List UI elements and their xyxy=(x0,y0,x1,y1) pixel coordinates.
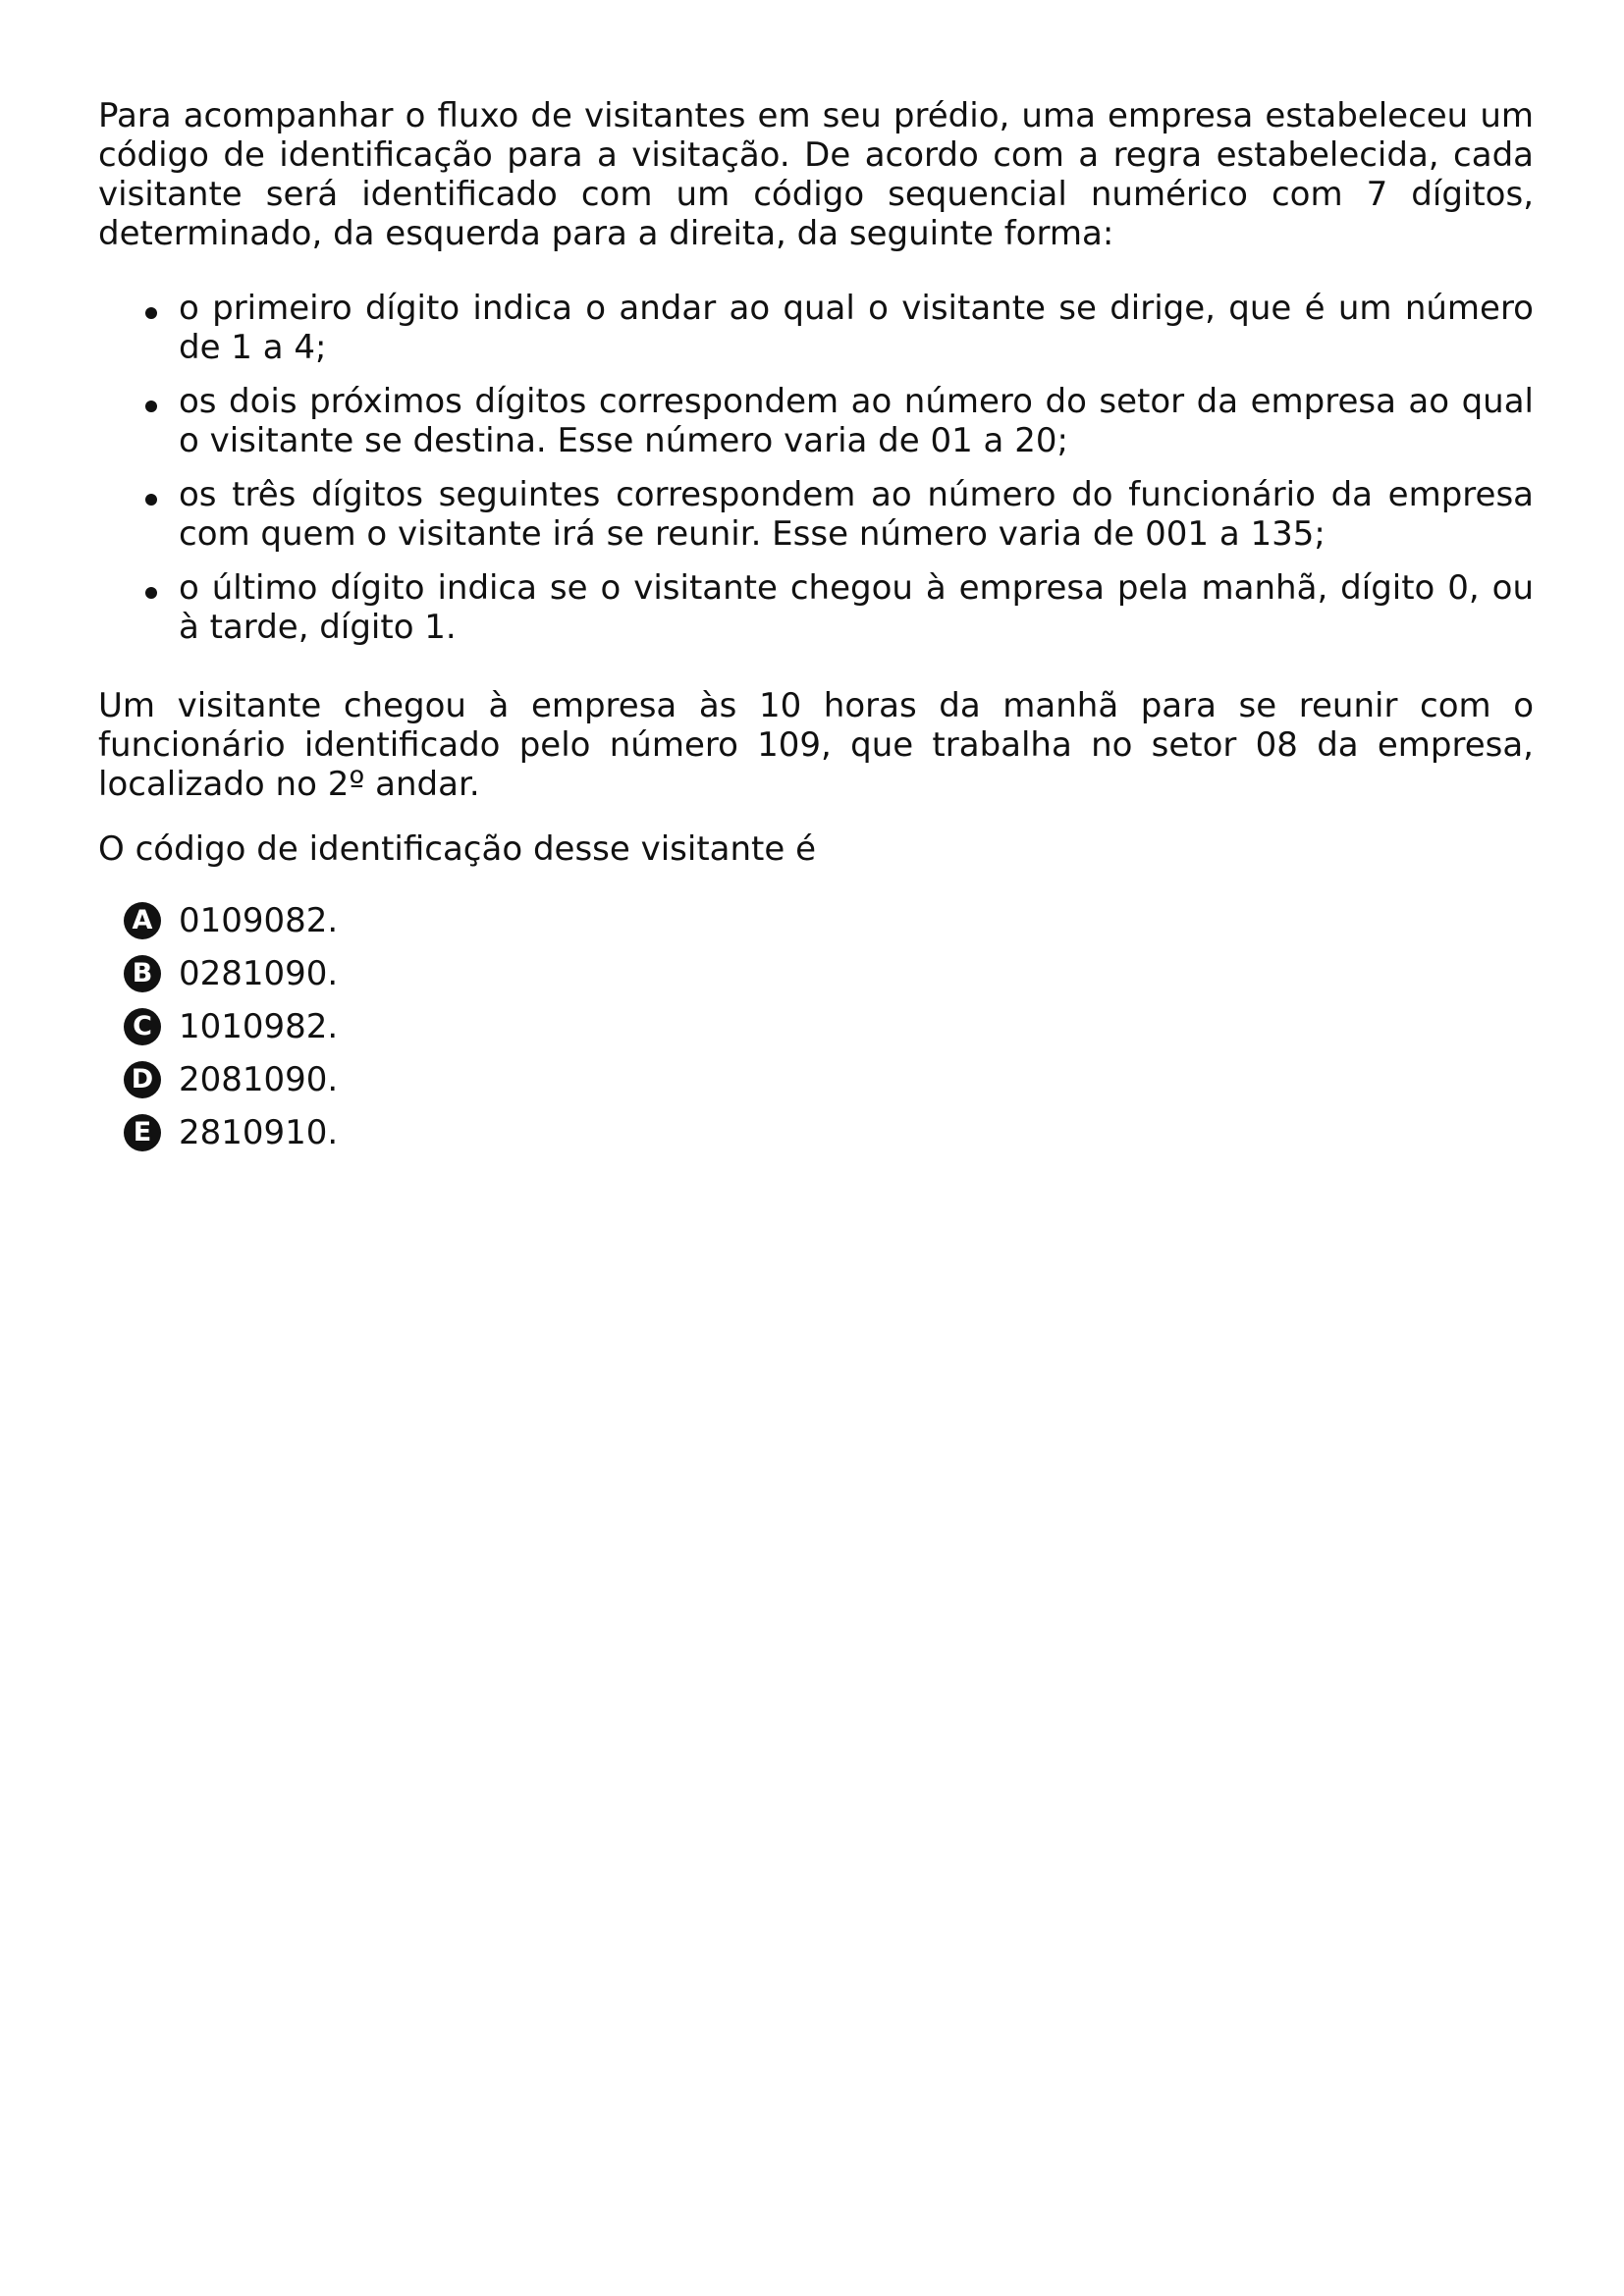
option-letter-badge: E xyxy=(124,1114,161,1151)
option-c[interactable] xyxy=(98,1007,1534,1046)
rule-text: os três dígitos seguintes correspondem ao número do funcionário da empresa com quem o visitante irá se reunir. Esse número varia de 001 a 135; xyxy=(179,475,1534,554)
option-text: 2081090. xyxy=(179,1060,339,1099)
option-text: 0109082. xyxy=(179,901,339,940)
option-d[interactable] xyxy=(98,1060,1534,1099)
bullet-icon xyxy=(145,587,157,599)
option-letter-badge: C xyxy=(124,1008,161,1045)
question-prompt: O código de identificação desse visitante é xyxy=(98,829,817,869)
option-text: 2810910. xyxy=(179,1113,339,1152)
question-page xyxy=(98,96,1534,1166)
rule-item xyxy=(98,382,1534,460)
rule-text: o último dígito indica se o visitante chegou à empresa pela manhã, dígito 0, ou à tarde, dígito 1. xyxy=(179,568,1534,647)
option-text: 1010982. xyxy=(179,1007,339,1046)
rule-item xyxy=(98,568,1534,647)
answer-options xyxy=(98,901,1534,1152)
option-letter-badge: A xyxy=(124,902,161,939)
option-letter-badge: D xyxy=(124,1061,161,1098)
rule-text: os dois próximos dígitos correspondem ao número do setor da empresa ao qual o visitante se destina. Esse número varia de 01 a 20; xyxy=(179,382,1534,460)
situation-paragraph: Um visitante chegou à empresa às 10 horas da manhã para se reunir com o funcionário identificado pelo número 109, que trabalha no setor 08 da empresa, localizado no 2º andar. xyxy=(98,686,1534,804)
rule-item xyxy=(98,475,1534,554)
option-letter-badge: B xyxy=(124,955,161,992)
rules-list xyxy=(98,289,1534,647)
bullet-icon xyxy=(145,307,157,319)
option-e[interactable] xyxy=(98,1113,1534,1152)
option-a[interactable] xyxy=(98,901,1534,940)
bullet-icon xyxy=(145,400,157,412)
intro-paragraph: Para acompanhar o fluxo de visitantes em seu prédio, uma empresa estabeleceu um código de identificação para a visitação. De acordo com a regra estabelecida, cada visitante será identificado com um código sequencial numérico com 7 dígitos, determinado, da esquerda para a direita, da seguinte forma: xyxy=(98,96,1534,253)
rule-item xyxy=(98,289,1534,367)
option-text: 0281090. xyxy=(179,954,339,993)
option-b[interactable] xyxy=(98,954,1534,993)
bullet-icon xyxy=(145,494,157,506)
rule-text: o primeiro dígito indica o andar ao qual o visitante se dirige, que é um número de 1 a 4; xyxy=(179,289,1534,367)
